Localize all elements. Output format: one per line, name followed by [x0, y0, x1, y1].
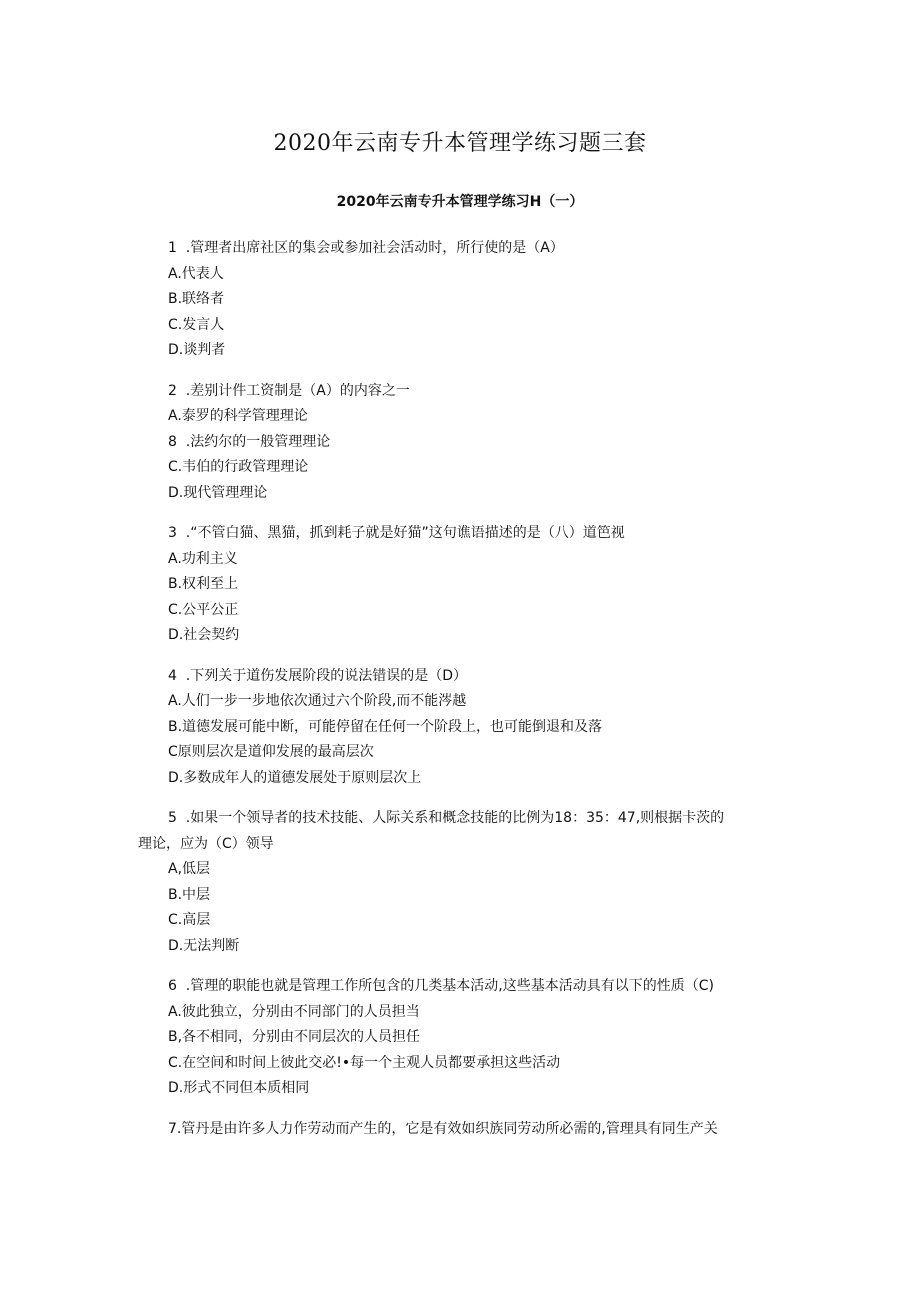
option-a: A,低层 [168, 861, 211, 877]
document-title: 2020年云南专升本管理学练习题三套 [273, 131, 647, 156]
question-6 [168, 974, 808, 1102]
question-stem: 6 .管理的职能也就是管理工作所包含的几类基本活动,这些基本活动具有以下的性质（C) [168, 978, 714, 994]
option-c: C原则层次是道仰发展的最高层次 [168, 744, 374, 760]
option-c: C.在空间和时间上彼此交必!•每一个主观人员都要承担这些活动 [168, 1054, 561, 1071]
question-stem: 3 .“不管白猫、黑猫，抓到耗子就是好猫”这句谯语描述的是（八）道笆视 [168, 525, 625, 541]
option-c: C.公平公正 [168, 601, 239, 618]
option-c: C.发言人 [168, 316, 225, 333]
option-a: A.代表人 [168, 265, 224, 282]
question-stem: 5 .如果一个领导者的技术技能、人际关系和概念技能的比例为18：35：47,则根据卡茨的 [168, 810, 725, 826]
option-d: D.无法判断 [168, 937, 240, 954]
question-list [138, 236, 808, 1157]
option-b: B.权利至上 [168, 576, 239, 592]
option-a: A.功利主义 [168, 550, 238, 567]
question-stem: 4 .下列关于道伤发展阶段的说法错误的是（D） [168, 667, 468, 684]
option-c: C.韦伯的行政管理理论 [168, 459, 309, 475]
option-c: C.高层 [168, 912, 211, 928]
question-stem: 2 .差别计件工资制是（A）的内容之一 [168, 382, 410, 399]
option-b: B.联络者 [168, 291, 225, 307]
option-a: A.泰罗的科学管理理论 [168, 408, 308, 424]
option-a: A.人们一步一步地依次通过六个阶段,而不能涔越 [168, 693, 467, 709]
question-5 [138, 806, 808, 959]
option-b: B.道德发展可能中断，可能停留在任何一个阶段上，也可能倒退和及落 [168, 718, 603, 735]
option-b: B,各不相同，分别由不同层次的人员担任 [168, 1029, 421, 1045]
option-d: D.形式不同但本质相同 [168, 1080, 310, 1096]
question-1 [168, 236, 808, 364]
question-3 [168, 521, 808, 649]
question-4 [168, 664, 808, 792]
option-b: 8 .法约尔的一般管理理论 [168, 433, 331, 450]
question-7 [168, 1117, 808, 1143]
question-stem-continued: 理论，应为（C）领导 [138, 835, 274, 852]
option-b: B.中层 [168, 886, 211, 903]
option-d: D.现代管理理论 [168, 484, 268, 501]
option-d: D.社会契约 [168, 627, 240, 643]
option-d: D.谈判者 [168, 342, 226, 358]
section-title: 2020年云南专升本管理学练习H（一） [336, 194, 584, 210]
question-2 [168, 379, 808, 507]
option-a: A.彼此独立，分别由不同部门的人员担当 [168, 1003, 420, 1020]
question-stem: 1 .管理者出席社区的集会或参加社会活动时，所行使的是（A） [168, 240, 564, 256]
option-d: D.多数成年人的道德发展处于原则层次上 [168, 769, 422, 786]
question-stem: 7.管丹是由许多人力作劳动而产生的，它是有效如织族同劳动所必需的,管理具有同生产关 [168, 1120, 718, 1137]
